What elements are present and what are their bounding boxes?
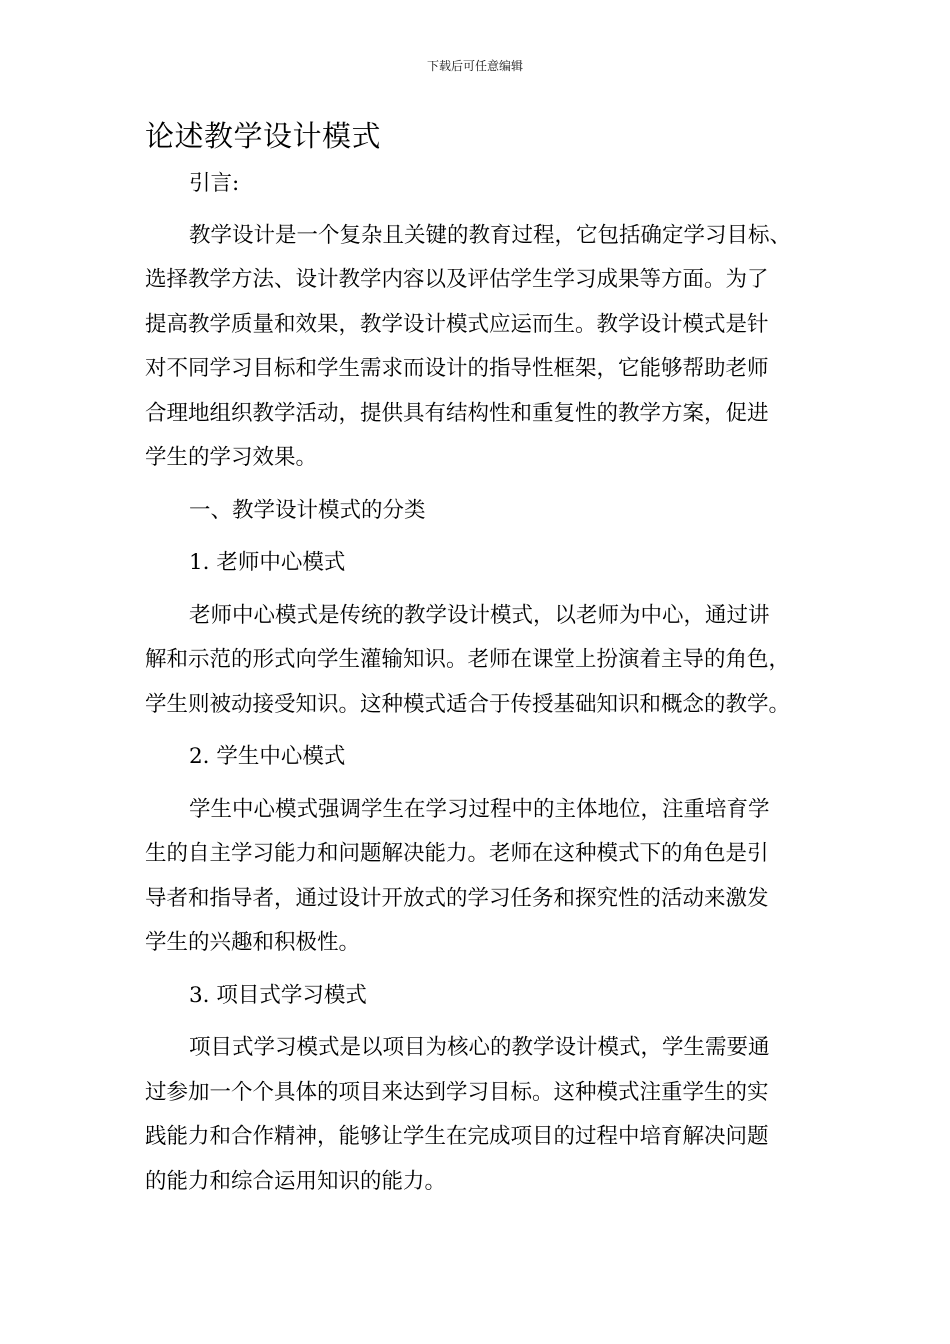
paragraph-line: 导者和指导者，通过设计开放式的学习任务和探究性的活动来激发: [145, 886, 769, 911]
paragraph-line: 的能力和综合运用知识的能力。: [145, 1169, 447, 1194]
paragraph-line: 项目式学习模式是以项目为核心的教学设计模式，学生需要通: [189, 1035, 770, 1060]
paragraph-line: 生的自主学习能力和问题解决能力。老师在这种模式下的角色是引: [145, 841, 769, 866]
paragraph-line: 提高教学质量和效果，教学设计模式应运而生。教学设计模式是针: [145, 312, 769, 337]
item-heading: 1. 老师中心模式: [189, 550, 346, 575]
paragraph-line: 践能力和合作精神，能够让学生在完成项目的过程中培育解决问题: [145, 1124, 769, 1149]
paragraph-line: 过参加一个个具体的项目来达到学习目标。这种模式注重学生的实: [145, 1080, 769, 1105]
item-heading: 3. 项目式学习模式: [189, 983, 367, 1008]
header-note: 下载后可任意编辑: [426, 59, 523, 73]
page-title: 论述教学设计模式: [145, 119, 382, 153]
section-heading: 一、教学设计模式的分类: [189, 498, 426, 523]
paragraph-line: 学生中心模式强调学生在学习过程中的主体地位，注重培育学: [189, 797, 770, 822]
paragraph-line: 老师中心模式是传统的教学设计模式，以老师为中心，通过讲: [189, 603, 770, 628]
item-heading: 2. 学生中心模式: [189, 744, 346, 769]
paragraph-line: 学生则被动接受知识。这种模式适合于传授基础知识和概念的教学。: [145, 692, 791, 717]
paragraph-line: 教学设计是一个复杂且关键的教育过程，它包括确定学习目标、: [189, 223, 792, 248]
paragraph-line: 选择教学方法、设计教学内容以及评估学生学习成果等方面。为了: [145, 267, 769, 292]
paragraph-line: 解和示范的形式向学生灌输知识。老师在课堂上扮演着主导的角色，: [145, 647, 791, 672]
paragraph-line: 合理地组织教学活动，提供具有结构性和重复性的教学方案，促进: [145, 401, 769, 426]
intro-label: 引言:: [189, 171, 240, 196]
paragraph-line: 对不同学习目标和学生需求而设计的指导性框架，它能够帮助老师: [145, 356, 769, 381]
paragraph-line: 学生的学习效果。: [145, 445, 318, 470]
paragraph-line: 学生的兴趣和积极性。: [145, 930, 361, 955]
